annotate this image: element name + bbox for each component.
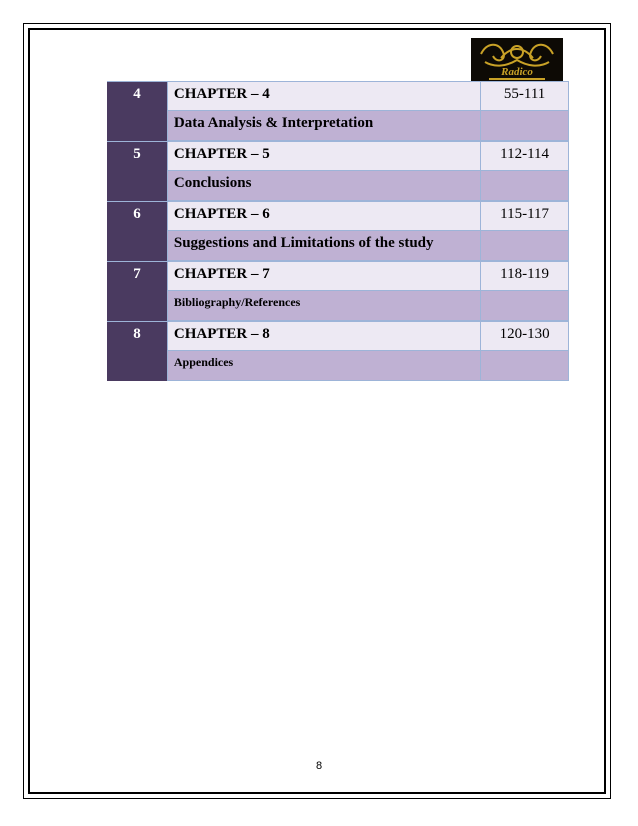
toc-row-chapter-4 <box>107 81 569 111</box>
page-number: 8 <box>315 760 323 772</box>
toc-row-chapter-5 <box>107 141 569 171</box>
toc-row-chapter-7-subtitle <box>107 291 569 321</box>
toc-row-chapter-8-subtitle <box>107 351 569 381</box>
toc-subtitle: Suggestions and Limitations of the study <box>168 231 481 261</box>
toc-number: 5 <box>107 141 168 171</box>
toc-pages: 118-119 <box>481 261 569 291</box>
toc-pages-empty <box>481 231 569 261</box>
toc-pages: 115-117 <box>481 201 569 231</box>
toc-row-chapter-8 <box>107 321 569 351</box>
logo-text: Radico <box>501 66 533 78</box>
table-of-contents <box>107 81 569 381</box>
toc-heading: CHAPTER – 7 <box>168 261 481 291</box>
toc-subtitle: Conclusions <box>168 171 481 201</box>
toc-number: 6 <box>107 201 168 231</box>
toc-row-chapter-7 <box>107 261 569 291</box>
toc-number: 8 <box>107 321 168 351</box>
toc-heading: CHAPTER – 6 <box>168 201 481 231</box>
toc-number-spacer <box>107 171 168 201</box>
toc-pages-empty <box>481 111 569 141</box>
toc-pages-empty <box>481 291 569 321</box>
toc-pages-empty <box>481 351 569 381</box>
toc-row-chapter-6-subtitle <box>107 231 569 261</box>
toc-number-spacer <box>107 351 168 381</box>
toc-number-spacer <box>107 111 168 141</box>
toc-subtitle: Data Analysis & Interpretation <box>168 111 481 141</box>
toc-subtitle: Bibliography/References <box>168 291 481 321</box>
toc-pages-empty <box>481 171 569 201</box>
toc-number: 7 <box>107 261 168 291</box>
toc-subtitle: Appendices <box>168 351 481 381</box>
toc-row-chapter-6 <box>107 201 569 231</box>
toc-heading: CHAPTER – 4 <box>168 81 481 111</box>
toc-row-chapter-4-subtitle <box>107 111 569 141</box>
toc-heading: CHAPTER – 5 <box>168 141 481 171</box>
toc-pages: 112-114 <box>481 141 569 171</box>
toc-row-chapter-5-subtitle <box>107 171 569 201</box>
toc-number-spacer <box>107 231 168 261</box>
toc-heading: CHAPTER – 8 <box>168 321 481 351</box>
toc-pages: 120-130 <box>481 321 569 351</box>
radico-logo <box>471 38 563 82</box>
toc-number: 4 <box>107 81 168 111</box>
toc-pages: 55-111 <box>481 81 569 111</box>
toc-number-spacer <box>107 291 168 321</box>
